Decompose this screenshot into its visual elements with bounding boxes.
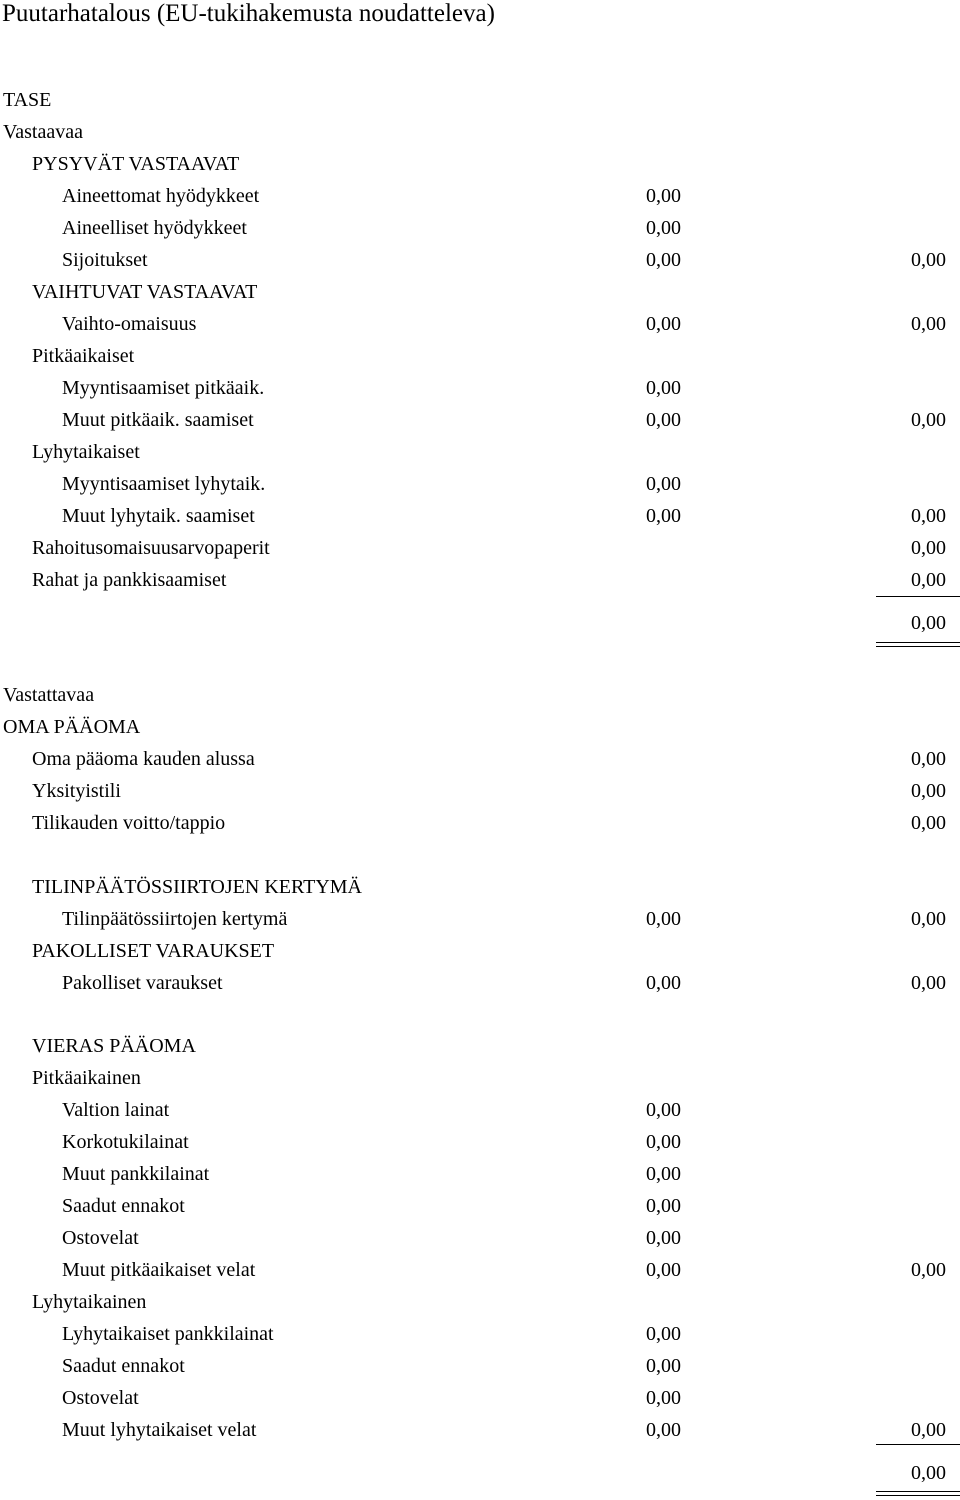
lyhytaikaiset-subtotal: 0,00 <box>911 505 946 527</box>
ostovelat-pitka-row <box>0 1226 960 1250</box>
vaihto-omaisuus-row <box>0 312 960 336</box>
vastaavaa-heading: Vastaavaa <box>3 121 83 143</box>
pakolliset-subtotal: 0,00 <box>911 972 946 994</box>
sijoitukset-row <box>0 248 960 272</box>
ostovelat-lyhyt-row <box>0 1386 960 1410</box>
sijoitukset-value: 0,00 <box>646 249 681 271</box>
saadut-ennakot-lyhyt-label: Saadut ennakot <box>62 1355 185 1377</box>
pitkaaikainen-heading-row <box>0 1066 960 1090</box>
tilinpaatossiirrot-subtotal: 0,00 <box>911 908 946 930</box>
muut-lyhytaik-row <box>0 504 960 528</box>
vaihto-omaisuus-subtotal: 0,00 <box>911 313 946 335</box>
pakolliset-varaukset-value: 0,00 <box>646 972 681 994</box>
myyntisaamiset-lyhytaik-value: 0,00 <box>646 473 681 495</box>
myyntisaamiset-pitkaaik-label: Myyntisaamiset pitkäaik. <box>62 377 265 399</box>
muut-lyhytaik-label: Muut lyhytaik. saamiset <box>62 505 255 527</box>
lyhytaikaiset-heading-row <box>0 440 960 464</box>
vaihto-omaisuus-value: 0,00 <box>646 313 681 335</box>
muut-pitkaaikaiset-velat-label: Muut pitkäaikaiset velat <box>62 1259 256 1281</box>
vastattavaa-total-double-rule <box>876 1491 960 1496</box>
valtion-lainat-value: 0,00 <box>646 1099 681 1121</box>
rahoitusomaisuus-label: Rahoitusomaisuusarvopaperit <box>32 537 270 559</box>
lyhytaikainen-heading: Lyhytaikainen <box>32 1291 147 1313</box>
page-title: Puutarhatalous (EU-tukihakemusta noudatteleva) <box>2 0 495 27</box>
pakolliset-heading-row <box>0 939 960 963</box>
saadut-ennakot-pitka-row <box>0 1194 960 1218</box>
vaihtuvat-heading: VAIHTUVAT VASTAAVAT <box>32 281 258 303</box>
pitkaaikaiset-heading: Pitkäaikaiset <box>32 345 135 367</box>
tilinpaatossiirrot-heading-row <box>0 875 960 899</box>
vastattavaa-heading-row <box>0 683 960 707</box>
tilikauden-voitto-value: 0,00 <box>911 812 946 834</box>
tase-heading: TASE <box>3 89 52 111</box>
kauden-alussa-label: Oma pääoma kauden alussa <box>32 748 255 770</box>
vastaavaa-total-rule <box>876 596 960 597</box>
yksityistili-label: Yksityistili <box>32 780 121 802</box>
muut-pitkaaik-label: Muut pitkäaik. saamiset <box>62 409 254 431</box>
pysyvat-heading: PYSYVÄT VASTAAVAT <box>32 153 240 175</box>
muut-pankkilainat-label: Muut pankkilainat <box>62 1163 210 1185</box>
saadut-ennakot-lyhyt-row <box>0 1354 960 1378</box>
aineelliset-value: 0,00 <box>646 217 681 239</box>
ostovelat-pitka-value: 0,00 <box>646 1227 681 1249</box>
tase-heading-row <box>0 88 960 112</box>
vastaavaa-total: 0,00 <box>911 612 946 634</box>
muut-lyhytaikaiset-velat-row <box>0 1418 960 1442</box>
tilinpaatossiirrot-kertyma-value: 0,00 <box>646 908 681 930</box>
pitkaaikainen-subtotal: 0,00 <box>911 1259 946 1281</box>
vastaavaa-total-row <box>0 611 960 635</box>
aineettomat-label: Aineettomat hyödykkeet <box>62 185 260 207</box>
pakolliset-heading: PAKOLLISET VARAUKSET <box>32 940 275 962</box>
lyhytaikainen-heading-row <box>0 1290 960 1314</box>
pitkaaikainen-heading: Pitkäaikainen <box>32 1067 141 1089</box>
pakolliset-varaukset-row <box>0 971 960 995</box>
muut-pitkaaik-row <box>0 408 960 432</box>
rahoitusomaisuus-value: 0,00 <box>911 537 946 559</box>
rahat-label: Rahat ja pankkisaamiset <box>32 569 227 591</box>
pitkaaikaiset-subtotal: 0,00 <box>911 409 946 431</box>
muut-pitkaaikaiset-velat-row <box>0 1258 960 1282</box>
oma-paaoma-heading: OMA PÄÄOMA <box>3 716 141 738</box>
aineettomat-value: 0,00 <box>646 185 681 207</box>
vieras-paaoma-heading: VIERAS PÄÄOMA <box>32 1035 196 1057</box>
yksityistili-value: 0,00 <box>911 780 946 802</box>
muut-pankkilainat-row <box>0 1162 960 1186</box>
ostovelat-lyhyt-label: Ostovelat <box>62 1387 139 1409</box>
saadut-ennakot-pitka-label: Saadut ennakot <box>62 1195 185 1217</box>
valtion-lainat-row <box>0 1098 960 1122</box>
rahat-value: 0,00 <box>911 569 946 591</box>
rahat-row <box>0 568 960 592</box>
valtion-lainat-label: Valtion lainat <box>62 1099 170 1121</box>
vastaavaa-total-double-rule <box>876 642 960 647</box>
vastattavaa-total: 0,00 <box>911 1462 946 1484</box>
muut-lyhytaikaiset-velat-label: Muut lyhytaikaiset velat <box>62 1419 257 1441</box>
aineettomat-row <box>0 184 960 208</box>
korkotukilainat-value: 0,00 <box>646 1131 681 1153</box>
myyntisaamiset-pitkaaik-row <box>0 376 960 400</box>
ostovelat-pitka-label: Ostovelat <box>62 1227 139 1249</box>
vieras-paaoma-heading-row <box>0 1034 960 1058</box>
myyntisaamiset-lyhytaik-row <box>0 472 960 496</box>
lyhytaikaiset-heading: Lyhytaikaiset <box>32 441 140 463</box>
pitkaaikaiset-heading-row <box>0 344 960 368</box>
yksityistili-row <box>0 779 960 803</box>
lyhytaikainen-subtotal: 0,00 <box>911 1419 946 1441</box>
muut-lyhytaikaiset-velat-value: 0,00 <box>646 1419 681 1441</box>
tilinpaatossiirrot-heading: TILINPÄÄTÖSSIIRTOJEN KERTYMÄ <box>32 876 362 898</box>
lyhytaikaiset-pankkilainat-row <box>0 1322 960 1346</box>
kauden-alussa-row <box>0 747 960 771</box>
oma-paaoma-heading-row <box>0 715 960 739</box>
myyntisaamiset-pitkaaik-value: 0,00 <box>646 377 681 399</box>
pakolliset-varaukset-label: Pakolliset varaukset <box>62 972 223 994</box>
myyntisaamiset-lyhytaik-label: Myyntisaamiset lyhytaik. <box>62 473 266 495</box>
lyhytaikaiset-pankkilainat-label: Lyhytaikaiset pankkilainat <box>62 1323 274 1345</box>
muut-lyhytaik-value: 0,00 <box>646 505 681 527</box>
muut-pankkilainat-value: 0,00 <box>646 1163 681 1185</box>
saadut-ennakot-lyhyt-value: 0,00 <box>646 1355 681 1377</box>
vastattavaa-heading: Vastattavaa <box>3 684 95 706</box>
vastattavaa-total-row <box>0 1461 960 1485</box>
pysyvat-heading-row <box>0 152 960 176</box>
tilinpaatossiirrot-kertyma-row <box>0 907 960 931</box>
lyhytaikaiset-pankkilainat-value: 0,00 <box>646 1323 681 1345</box>
rahoitusomaisuus-row <box>0 536 960 560</box>
tilikauden-voitto-label: Tilikauden voitto/tappio <box>32 812 226 834</box>
muut-pitkaaik-value: 0,00 <box>646 409 681 431</box>
sijoitukset-label: Sijoitukset <box>62 249 148 271</box>
ostovelat-lyhyt-value: 0,00 <box>646 1387 681 1409</box>
vastaavaa-heading-row <box>0 120 960 144</box>
saadut-ennakot-pitka-value: 0,00 <box>646 1195 681 1217</box>
aineelliset-row <box>0 216 960 240</box>
vaihto-omaisuus-label: Vaihto-omaisuus <box>62 313 197 335</box>
muut-pitkaaikaiset-velat-value: 0,00 <box>646 1259 681 1281</box>
aineelliset-label: Aineelliset hyödykkeet <box>62 217 247 239</box>
vaihtuvat-heading-row <box>0 280 960 304</box>
tilinpaatossiirrot-kertyma-label: Tilinpäätössiirtojen kertymä <box>62 908 288 930</box>
kauden-alussa-value: 0,00 <box>911 748 946 770</box>
tilikauden-voitto-row <box>0 811 960 835</box>
vastattavaa-total-rule <box>876 1444 960 1445</box>
pysyvat-subtotal: 0,00 <box>911 249 946 271</box>
korkotukilainat-label: Korkotukilainat <box>62 1131 189 1153</box>
korkotukilainat-row <box>0 1130 960 1154</box>
